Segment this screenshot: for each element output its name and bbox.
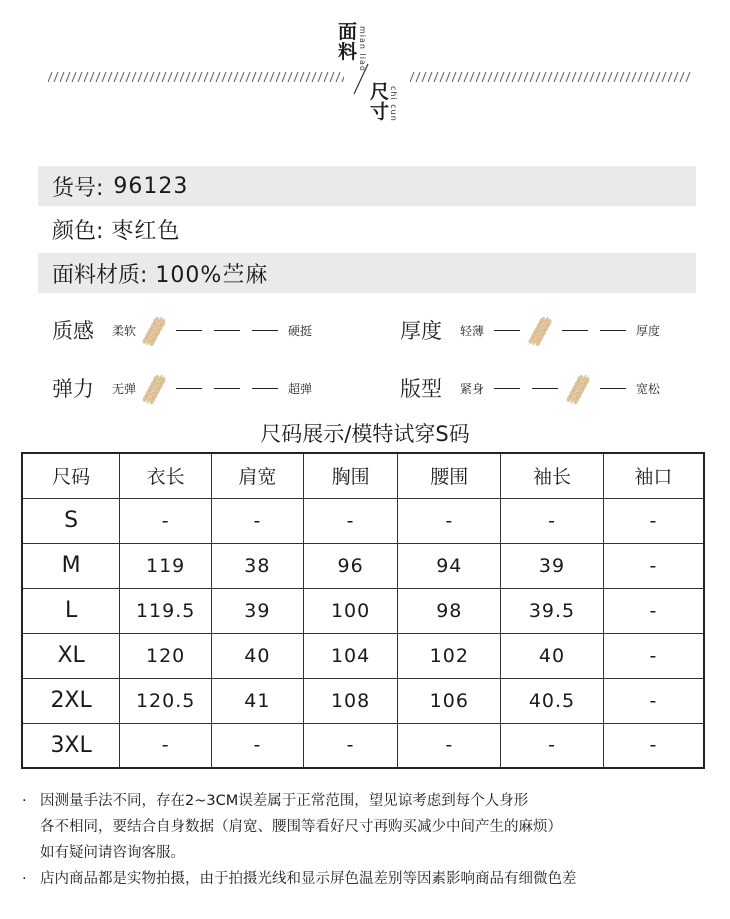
- cell-value: 100: [303, 588, 398, 633]
- item-number-value: 96123: [113, 173, 189, 199]
- header-length: 衣长: [120, 453, 212, 498]
- header-hatch-right: [410, 70, 692, 84]
- attribute-name: 弹力: [52, 377, 94, 401]
- attribute-left-label: 柔软: [112, 323, 137, 338]
- header-hatch-left: [48, 70, 344, 84]
- cell-value: 94: [398, 543, 501, 588]
- attribute-name: 厚度: [400, 319, 442, 343]
- color-label: 颜色:: [52, 218, 104, 244]
- table-row: [22, 678, 704, 723]
- cell-value: 40: [212, 633, 304, 678]
- bullet-icon: ·: [22, 871, 27, 887]
- scale-segment: [252, 388, 278, 389]
- notes-section: [22, 788, 722, 892]
- wheat-icon: [142, 313, 168, 347]
- item-number-row: [38, 166, 696, 206]
- table-row: [22, 588, 704, 633]
- header-size: 尺码: [22, 453, 120, 498]
- header-chest: 胸围: [303, 453, 398, 498]
- scale-segment: [600, 330, 626, 331]
- cell-value: -: [603, 498, 704, 543]
- header-shoulder: 肩宽: [212, 453, 304, 498]
- scale-segment: [214, 388, 240, 389]
- bullet-icon: ·: [22, 793, 27, 809]
- note-1-line-2: 各不相同，要结合自身数据（肩宽、腰围等看好尺寸再购买减少中间产生的麻烦）: [40, 819, 562, 835]
- cell-value: -: [603, 543, 704, 588]
- scale-segment: [252, 330, 278, 331]
- header-sleeve: 袖长: [501, 453, 604, 498]
- cell-size: XL: [22, 633, 120, 678]
- note-1-line-3: 如有疑问请咨询客服。: [40, 845, 185, 861]
- cell-value: 119: [120, 543, 212, 588]
- attribute-thickness: [400, 312, 660, 348]
- cell-size: 2XL: [22, 678, 120, 723]
- attribute-texture: [52, 312, 312, 348]
- cell-value: 40: [501, 633, 604, 678]
- scale-segment: [600, 388, 626, 389]
- note-1-line-1: 因测量手法不同，存在2~3CM误差属于正常范围，望见谅考虑到每个人身形: [40, 793, 529, 809]
- cell-size: 3XL: [22, 723, 120, 768]
- cell-value: 38: [212, 543, 304, 588]
- cell-size: L: [22, 588, 120, 633]
- cell-value: -: [120, 498, 212, 543]
- header-title-fabric: 面料: [338, 21, 360, 63]
- attribute-right-label: 厚度: [636, 323, 661, 338]
- note-2: [22, 866, 722, 892]
- attribute-right-label: 宽松: [636, 381, 661, 396]
- cell-value: -: [398, 723, 501, 768]
- cell-value: 120: [120, 633, 212, 678]
- header-waist: 腰围: [398, 453, 501, 498]
- scale-segment: [176, 388, 202, 389]
- attribute-right-label: 硬挺: [288, 323, 313, 338]
- attribute-name: 版型: [400, 377, 442, 401]
- cell-value: -: [501, 498, 604, 543]
- cell-value: -: [212, 498, 304, 543]
- scale-segment: [176, 330, 202, 331]
- table-row: [22, 498, 704, 543]
- attribute-scale: [140, 371, 284, 405]
- header-pinyin-size: chi cun: [389, 86, 398, 122]
- attribute-elasticity: [52, 370, 312, 406]
- attribute-scale: [488, 371, 632, 405]
- header-pinyin-fabric: mian liao: [358, 26, 367, 72]
- cell-value: -: [303, 723, 398, 768]
- wheat-icon: [142, 371, 168, 405]
- cell-value: -: [501, 723, 604, 768]
- attribute-name: 质感: [52, 319, 94, 343]
- cell-value: -: [603, 633, 704, 678]
- scale-segment: [494, 330, 520, 331]
- attribute-left-label: 紧身: [460, 381, 485, 396]
- cell-value: -: [603, 723, 704, 768]
- color-value: 枣红色: [111, 218, 181, 244]
- header-cuff: 袖口: [603, 453, 704, 498]
- cell-value: 40.5: [501, 678, 604, 723]
- material-label: 面料材质:: [52, 262, 148, 288]
- cell-value: -: [120, 723, 212, 768]
- wheat-icon: [528, 313, 554, 347]
- scale-segment: [562, 330, 588, 331]
- attribute-scale: [140, 313, 284, 347]
- material-row: [38, 253, 696, 293]
- cell-value: 102: [398, 633, 501, 678]
- wheat-icon: [566, 371, 592, 405]
- table-row: [22, 633, 704, 678]
- cell-value: 39: [501, 543, 604, 588]
- material-value: 100%苎麻: [155, 262, 269, 288]
- cell-size: S: [22, 498, 120, 543]
- cell-value: -: [212, 723, 304, 768]
- size-table: [21, 452, 705, 769]
- scale-segment: [532, 388, 558, 389]
- table-row: [22, 723, 704, 768]
- cell-value: 120.5: [120, 678, 212, 723]
- note-1: [22, 788, 722, 814]
- cell-value: -: [603, 588, 704, 633]
- cell-value: 39.5: [501, 588, 604, 633]
- cell-value: 108: [303, 678, 398, 723]
- table-row: [22, 543, 704, 588]
- cell-value: 41: [212, 678, 304, 723]
- note-2-line-1: 店内商品都是实物拍摄，由于拍摄光线和显示屏色温差别等因素影响商品有细微色差: [40, 871, 577, 887]
- item-number-label: 货号:: [52, 175, 104, 201]
- cell-value: -: [603, 678, 704, 723]
- cell-value: 104: [303, 633, 398, 678]
- attribute-left-label: 轻薄: [460, 323, 485, 338]
- cell-value: 98: [398, 588, 501, 633]
- cell-value: 106: [398, 678, 501, 723]
- scale-segment: [214, 330, 240, 331]
- cell-value: -: [398, 498, 501, 543]
- scale-segment: [494, 388, 520, 389]
- table-header-row: [22, 453, 704, 498]
- color-row: [38, 209, 696, 249]
- size-table-caption: 尺码展示/模特试穿S码: [260, 422, 470, 446]
- cell-value: 96: [303, 543, 398, 588]
- attribute-scale: [488, 313, 632, 347]
- attribute-fit: [400, 370, 660, 406]
- attribute-right-label: 超弹: [288, 381, 313, 396]
- attribute-left-label: 无弹: [112, 381, 137, 396]
- cell-value: -: [303, 498, 398, 543]
- header-title-size: 尺寸: [370, 81, 392, 123]
- cell-size: M: [22, 543, 120, 588]
- cell-value: 119.5: [120, 588, 212, 633]
- cell-value: 39: [212, 588, 304, 633]
